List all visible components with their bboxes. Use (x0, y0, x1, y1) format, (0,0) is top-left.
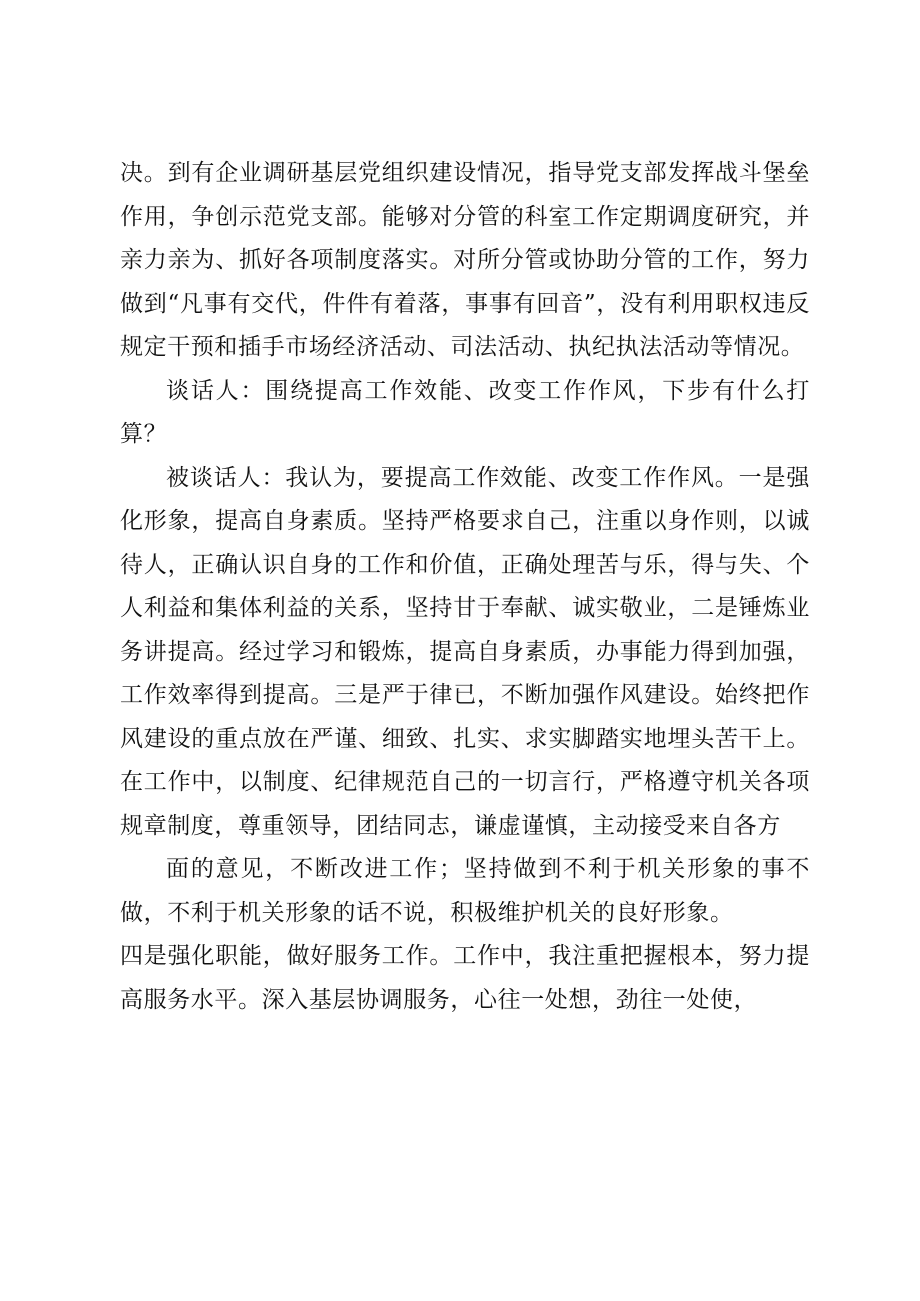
paragraph-answer-continued: 面的意见，不断改进工作；坚持做到不利于机关形象的事不做，不利于机关形象的话不说，积极维护机关的良好形象。 (120, 856, 810, 926)
document-body (120, 152, 810, 1022)
paragraph-interviewer-question: 谈话人：围绕提高工作效能、改变工作作风，下步有什么打算？ (120, 377, 810, 447)
paragraph-continued-work-report: 决。到有企业调研基层党组织建设情况，指导党支部发挥战斗堡垒作用，争创示范党支部。能够对分管的科室工作定期调度研究，并亲力亲为、抓好各项制度落实。对所分管或协助分管的工作，努力做到“凡事有交代，件件有着落，事事有回音”，没有利用职权违反规定干预和插手市场经济活动、司法活动、执纪执法活动等情况。 (120, 160, 810, 360)
paragraph-interviewee-answer: 被谈话人：我认为，要提高工作效能、改变工作作风。一是强化形象，提高自身素质。坚持严格要求自己，注重以身作则，以诚待人，正确认识自身的工作和价值，正确处理苦与乐，得与失、个人利益和集体利益的关系，坚持甘于奉献、诚实敬业，二是锤炼业务讲提高。经过学习和锻炼，提高自身素质，办事能力得到加强，工作效率得到提高。三是严于律已，不断加强作风建设。始终把作风建设的重点放在严谨、细致、扎实、求实脚踏实地埋头苦干上。在工作中，以制度、纪律规范自己的一切言行，严格遵守机关各项规章制度，尊重领导，团结同志，谦虚谨慎，主动接受来自各方 (120, 464, 810, 839)
paragraph-point-four: 四是强化职能，做好服务工作。工作中，我注重把握根本，努力提高服务水平。深入基层协调服务，心往一处想，劲往一处使， (120, 943, 810, 1013)
